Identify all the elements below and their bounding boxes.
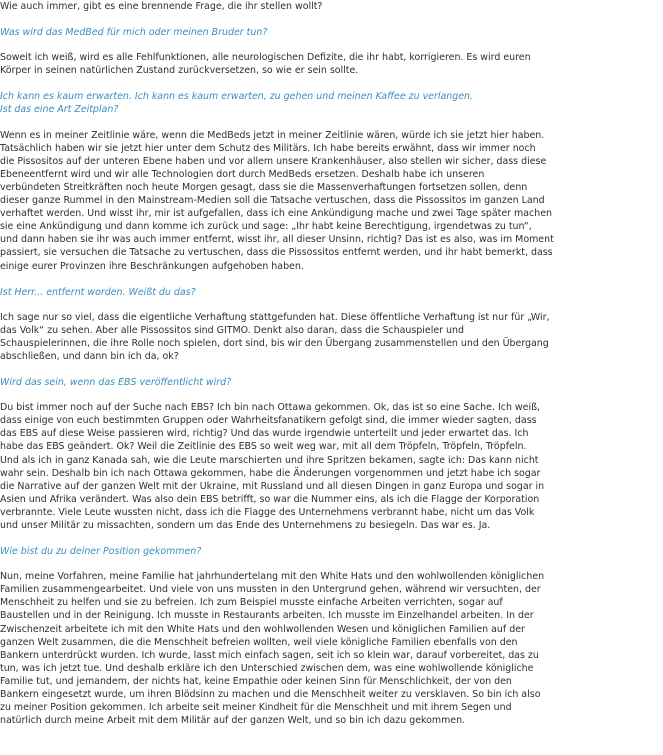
text-line: Familie tut, und jemandem, der nichts hat, keine Empathie oder keinen Sinn für Menschlichkeit, der von den: [0, 675, 512, 687]
text-line: einige eurer Provinzen ihre Beschränkungen aufgehoben haben.: [0, 260, 304, 272]
paragraph-gap: [0, 77, 663, 90]
text-line: Ich sage nur so viel, dass die eigentliche Verhaftung stattgefunden hat. Diese öffentliche Verhaftung ist nur für „Wir,: [0, 311, 550, 323]
text-line: Und als ich in ganz Kanada sah, wie die Leute marschierten und ihre Spritzen bekamen, sagte ich: Das kann nicht: [0, 454, 539, 466]
text-line: Wie auch immer, gibt es eine brennende Frage, die ihr stellen wollt?: [0, 1, 323, 12]
text-line: Baustellen und in der Reinigung. Ich musste in Restaurants arbeiten. Ich musste im Einzelhandel arbeiten. In der: [0, 610, 534, 622]
text-line: Wie bist du zu deiner Position gekommen?: [0, 546, 202, 558]
text-line: Menschheit zu helfen und sie zu befreien. Ich zum Beispiel musste einfache Arbeiten verrichten, sogar auf: [0, 597, 503, 609]
paragraph-gap: [0, 299, 663, 311]
text-line: wahr sein. Deshalb bin ich nach Ottawa gekommen, habe die Änderungen vorgenommen und jetzt habe ich sogar: [0, 467, 541, 479]
text-line: und dann haben sie ihr was auch immer entfernt, wisst ihr, all dieser Unsinn, richtig? Das ist es also, was im Moment: [0, 234, 554, 246]
text-line: Wenn es in meiner Zeitlinie wäre, wenn die MedBeds jetzt in meiner Zeitlinie wären, würde ich sie jetzt hier haben.: [0, 129, 545, 141]
text-line: Asien und Afrika verändert. Was also dein EBS betrifft, so war die Nummer eins, als ich die Flagge der Korporation: [0, 493, 540, 505]
question-paragraph: [0, 376, 663, 389]
text-line: verhaftet werden. Und wisst ihr, mir ist aufgefallen, dass ich eine Ankündigung mache und zwei Tage später machen: [0, 208, 552, 220]
paragraph-gap: [0, 532, 663, 545]
text-line: Was wird das MedBed für mich oder meinen Bruder tun?: [0, 27, 268, 39]
text-line: und unser Militär zu missachten, sondern um das Ende des Unternehmens zu besiegeln. Das war es. Ja.: [0, 520, 491, 531]
text-line: Tatsächlich haben wir sie jetzt hier unter dem Schutz des Militärs. Ich habe bereits erwähnt, dass wir immer noch: [0, 142, 536, 154]
paragraph-gap: [0, 389, 663, 401]
text-line: Bankern eingesetzt wurde, um ihren Blödsinn zu machen und die Menschheit weiter zu versklaven. So bin ich also: [0, 689, 541, 701]
question-paragraph: [0, 286, 663, 299]
text-line: Wird das sein, wenn das EBS veröffentlicht wird?: [0, 377, 232, 389]
text-line: dass einige von euch bestimmten Gruppen oder Wahrheitsfanatikern gefolgt sind, die immer wieder sagten, dass: [0, 415, 537, 427]
text-line: ganzen Welt zusammen, die die Menschheit befreien wollten, weil viele königliche Familien ebenfalls von den: [0, 636, 518, 648]
text-line: Nun, meine Vorfahren, meine Familie hat jahrhundertelang mit den White Hats und den wohlwollenden königlichen: [0, 571, 545, 583]
text-line: Ist das eine Art Zeitplan?: [0, 104, 119, 116]
text-line: Ich kann es kaum erwarten. Ich kann es kaum erwarten, zu gehen und meinen Kaffee zu verlangen.: [0, 91, 474, 103]
text-line: Zwischenzeit arbeitete ich mit den White Hats und den wohlwollenden Wesen und königlichen Familien auf der: [0, 623, 525, 635]
text-line: das EBS auf diese Weise passieren wird, richtig? Und das wurde irgendwie unterteilt und jeder erwartet das. Ich: [0, 428, 529, 440]
paragraph-gap: [0, 558, 663, 570]
answer-paragraph: [0, 129, 663, 273]
text-line: zu meiner Position gekommen. Ich arbeite seit meiner Kindheit für die Menschheit und mit ihrem Segen und: [0, 702, 512, 714]
text-line: Soweit ich weiß, wird es alle Fehlfunktionen, alle neurologischen Defizite, die ihr habt, korrigieren. Es wird euren: [0, 52, 531, 64]
answer-paragraph: [0, 311, 663, 363]
answer-paragraph: [0, 0, 663, 13]
paragraph-gap: [0, 39, 663, 51]
text-line: Du bist immer noch auf der Suche nach EBS? Ich bin nach Ottawa gekommen. Ok, das ist so eine Sache. Ich weiß,: [0, 402, 541, 414]
text-line: verbündeten Streitkräften noch heute Morgen gesagt, dass sie die Massenverhaftungen fortsetzen sollen, denn: [0, 181, 528, 193]
paragraph-gap: [0, 13, 663, 26]
text-line: passiert, sie versuchen die Tatsache zu vertuschen, dass die Pissossitos entfernt werden, und ihr habt bemerkt, dass: [0, 247, 553, 259]
text-line: Körper in seinen natürlichen Zustand zurückversetzen, so wie er sein sollte.: [0, 65, 359, 77]
answer-paragraph: [0, 401, 663, 532]
text-line: abschließen, und dann bin ich da, ok?: [0, 350, 179, 362]
text-line: dieser ganze Rummel in den Mainstream-Medien soll die Tatsache vertuschen, dass die Pissossitos im ganzen Land: [0, 195, 545, 207]
text-line: Schauspielerinnen, die ihre Rolle noch spielen, dort sind, bis wir den Übergang zusammenstellen und den Übergang: [0, 337, 549, 349]
text-line: Ist Herr... entfernt worden. Weißt du das?: [0, 286, 196, 298]
text-line: Familien zusammengearbeitet. Und viele von uns mussten in den Untergrund gehen, während wir versuchten, der: [0, 584, 541, 596]
text-line: sie eine Ankündigung und dann komme ich zurück und sage: „Ihr habt keine Berechtigung, irgendetwas zu tun“,: [0, 221, 532, 233]
text-line: Bankern unterdrückt wurden. Ich wurde, lasst mich einfach sagen, seit ich so klein war, darauf vorbereitet, das zu: [0, 649, 539, 661]
text-line: Ebeneentfernt wird und wir alle Technologien dort durch MedBeds ersetzen. Deshalb habe ich unseren: [0, 168, 485, 180]
text-line: die Pissositos auf der unteren Ebene haben und vor allem unsere Krankenhäuser, also stellen wir sicher, dass diese: [0, 155, 547, 167]
paragraph-gap: [0, 273, 663, 286]
text-line: das Volk“ zu sehen. Aber alle Pissossitos sind GITMO. Denkt also daran, dass die Schauspieler und: [0, 324, 464, 336]
answer-paragraph: [0, 51, 663, 77]
text-line: verbrannte. Viele Leute wussten nicht, dass ich die Flagge des Unternehmens verbrannt habe, nicht um das Volk: [0, 506, 535, 518]
answer-paragraph: [0, 570, 663, 727]
text-line: habe das EBS geändert. Ok? Weil die Zeitlinie des EBS so weit weg war, mit all dem Tröpfeln, Tröpfeln, Tröpfeln.: [0, 441, 527, 453]
question-paragraph: [0, 545, 663, 558]
paragraph-gap: [0, 117, 663, 129]
question-paragraph: [0, 26, 663, 39]
text-line: die Narrative auf der ganzen Welt mit der Ukraine, mit Russland und all diesen Dingen in ganz Europa und sogar in: [0, 480, 545, 492]
text-line: natürlich durch meine Arbeit mit dem Militär auf der ganzen Welt, und so bin ich dazu gekommen.: [0, 715, 466, 727]
question-paragraph: [0, 90, 663, 116]
text-line: tun, was ich jetzt tue. Und deshalb erkläre ich den Unterschied zwischen dem, was eine wohlwollende königliche: [0, 662, 534, 674]
paragraph-gap: [0, 363, 663, 376]
